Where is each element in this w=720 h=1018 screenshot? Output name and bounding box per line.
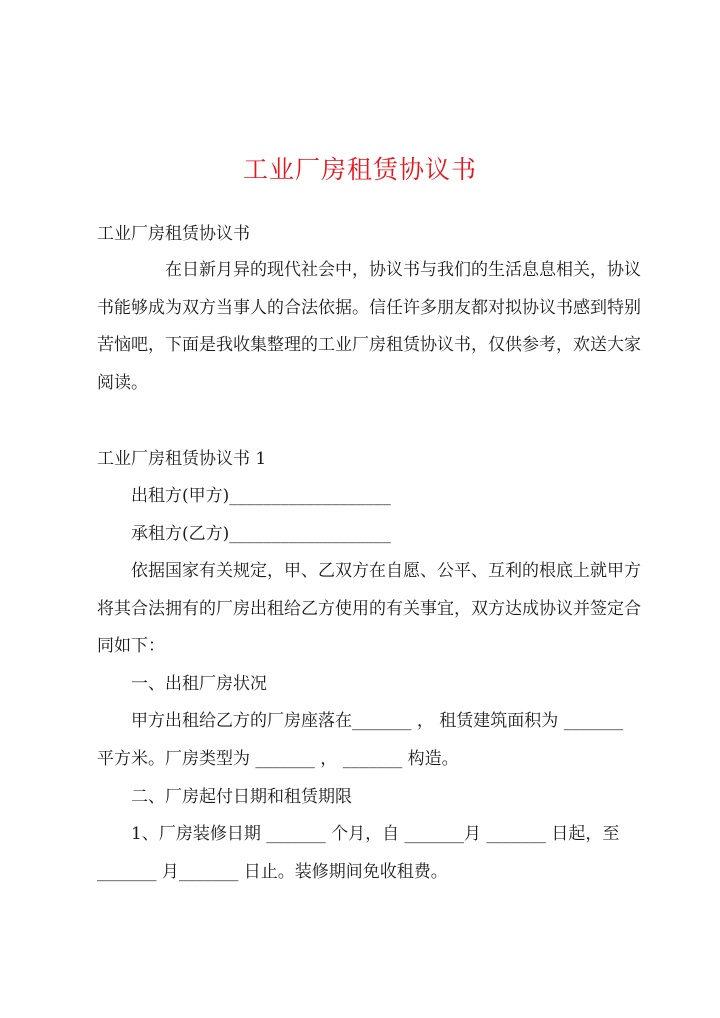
- clause-2-line-2: _______ 月_______ 日止。装修期间免收租费。: [97, 862, 448, 882]
- clause-1-line-2: 平方米。厂房类型为 _______ ， _______ 构造。: [97, 749, 459, 769]
- clause-2-line-1: 1、厂房装修日期 _______ 个月，自 _______月 _______ 日起，至: [131, 824, 620, 844]
- clause-1-line-1: 甲方出租给乙方的厂房座落在_______ ， 租赁建筑面积为 _______: [131, 711, 624, 731]
- basis-line-3: 同如下：: [97, 636, 165, 656]
- party-a-line: 出租方(甲方)___________________: [131, 486, 391, 506]
- subtitle: 工业厂房租赁协议书: [97, 224, 250, 244]
- intro-line-4: 阅读。: [97, 373, 148, 393]
- intro-line-2: 书能够成为双方当事人的合法依据。信任许多朋友都对拟协议书感到特别: [97, 298, 641, 318]
- document-title: 工业厂房租赁协议书: [242, 155, 477, 184]
- intro-line-3: 苦恼吧，下面是我收集整理的工业厂房租赁协议书，仅供参考，欢送大家: [97, 335, 641, 355]
- section-heading: 工业厂房租赁协议书 1: [97, 449, 267, 469]
- basis-line-2: 将其合法拥有的厂房出租给乙方使用的有关事宜，双方达成协议并签定合: [97, 599, 641, 619]
- basis-line-1: 依据国家有关规定，甲、乙双方在自愿、公平、互利的根底上就甲方: [131, 561, 641, 581]
- clause-2-heading: 二、厂房起付日期和租赁期限: [131, 787, 352, 807]
- party-b-line: 承租方(乙方)___________________: [131, 524, 391, 544]
- intro-line-1: 在日新月异的现代社会中，协议书与我们的生活息息相关，协议: [165, 260, 641, 280]
- clause-1-heading: 一、出租厂房状况: [131, 674, 267, 694]
